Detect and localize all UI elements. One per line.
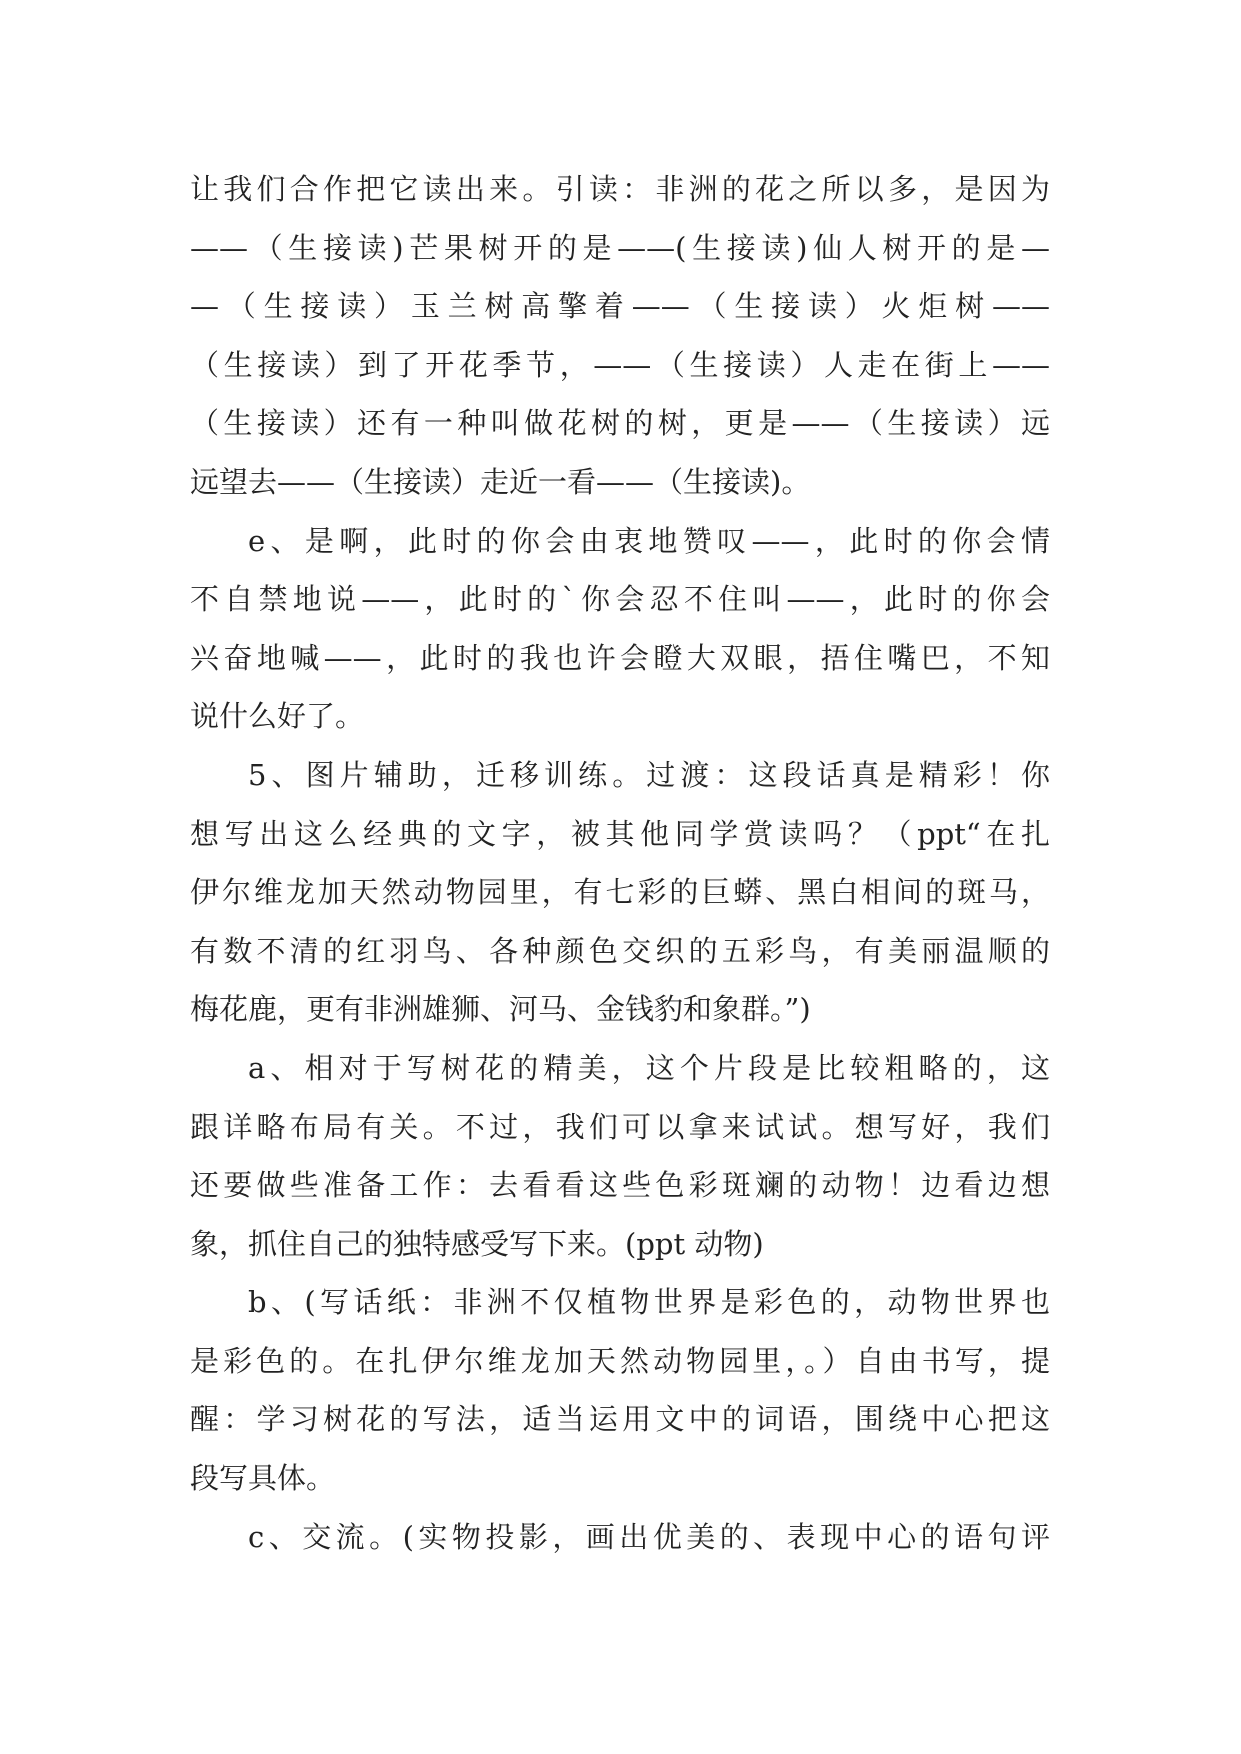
text-line: （生接读）到了开花季节，——（生接读）人走在街上—— bbox=[190, 347, 1050, 382]
text-line: 兴奋地喊——，此时的我也许会瞪大双眼，捂住嘴巴，不知 bbox=[190, 640, 1050, 675]
text-line: —（生接读）玉兰树高擎着——（生接读）火炬树—— bbox=[190, 289, 1050, 324]
text-line: 让我们合作把它读出来。引读：非洲的花之所以多，是因为 bbox=[190, 172, 1050, 206]
text-line: （生接读）还有一种叫做花树的树，更是——（生接读）远 bbox=[190, 406, 1050, 441]
text-line: 想写出这么经典的文字，被其他同学赏读吗？（ppt“在扎 bbox=[190, 816, 1050, 851]
text-line: 是彩色的。在扎伊尔维龙加天然动物园里，。）自由书写，提 bbox=[190, 1343, 1050, 1378]
text-line: 5、图片辅助，迁移训练。过渡：这段话真是精彩！你 bbox=[248, 757, 1050, 792]
text-line: b、(写话纸：非洲不仅植物世界是彩色的，动物世界也 bbox=[248, 1285, 1050, 1320]
text-line: 象，抓住自己的独特感受写下来。(ppt 动物) bbox=[190, 1226, 764, 1261]
text-line: 说什么好了。 bbox=[190, 699, 365, 734]
text-line: 跟详略布局有关。不过，我们可以拿来试试。想写好，我们 bbox=[190, 1109, 1050, 1144]
text-line: 伊尔维龙加天然动物园里，有七彩的巨蟒、黑白相间的斑马， bbox=[190, 875, 1050, 910]
text-line: 有数不清的红羽鸟、各种颜色交织的五彩鸟，有美丽温顺的 bbox=[190, 933, 1050, 968]
body-text bbox=[190, 160, 1050, 1566]
text-line: a、相对于写树花的精美，这个片段是比较粗略的，这 bbox=[248, 1050, 1050, 1085]
text-line: e、是啊，此时的你会由衷地赞叹——，此时的你会情 bbox=[248, 523, 1050, 558]
text-line: 还要做些准备工作：去看看这些色彩斑斓的动物！边看边想 bbox=[190, 1168, 1050, 1203]
text-line: 段写具体。 bbox=[190, 1461, 336, 1496]
text-line: 不自禁地说——，此时的`你会忍不住叫——，此时的你会 bbox=[190, 582, 1050, 617]
text-line: ——（生接读)芒果树开的是——(生接读)仙人树开的是— bbox=[190, 230, 1050, 265]
text-line: c、交流。(实物投影，画出优美的、表现中心的语句评 bbox=[248, 1519, 1050, 1554]
text-line: 醒：学习树花的写法，适当运用文中的词语，围绕中心把这 bbox=[190, 1402, 1050, 1437]
text-line: 远望去——（生接读）走近一看——（生接读)。 bbox=[190, 464, 811, 499]
text-line: 梅花鹿，更有非洲雄狮、河马、金钱豹和象群。”) bbox=[190, 992, 811, 1027]
